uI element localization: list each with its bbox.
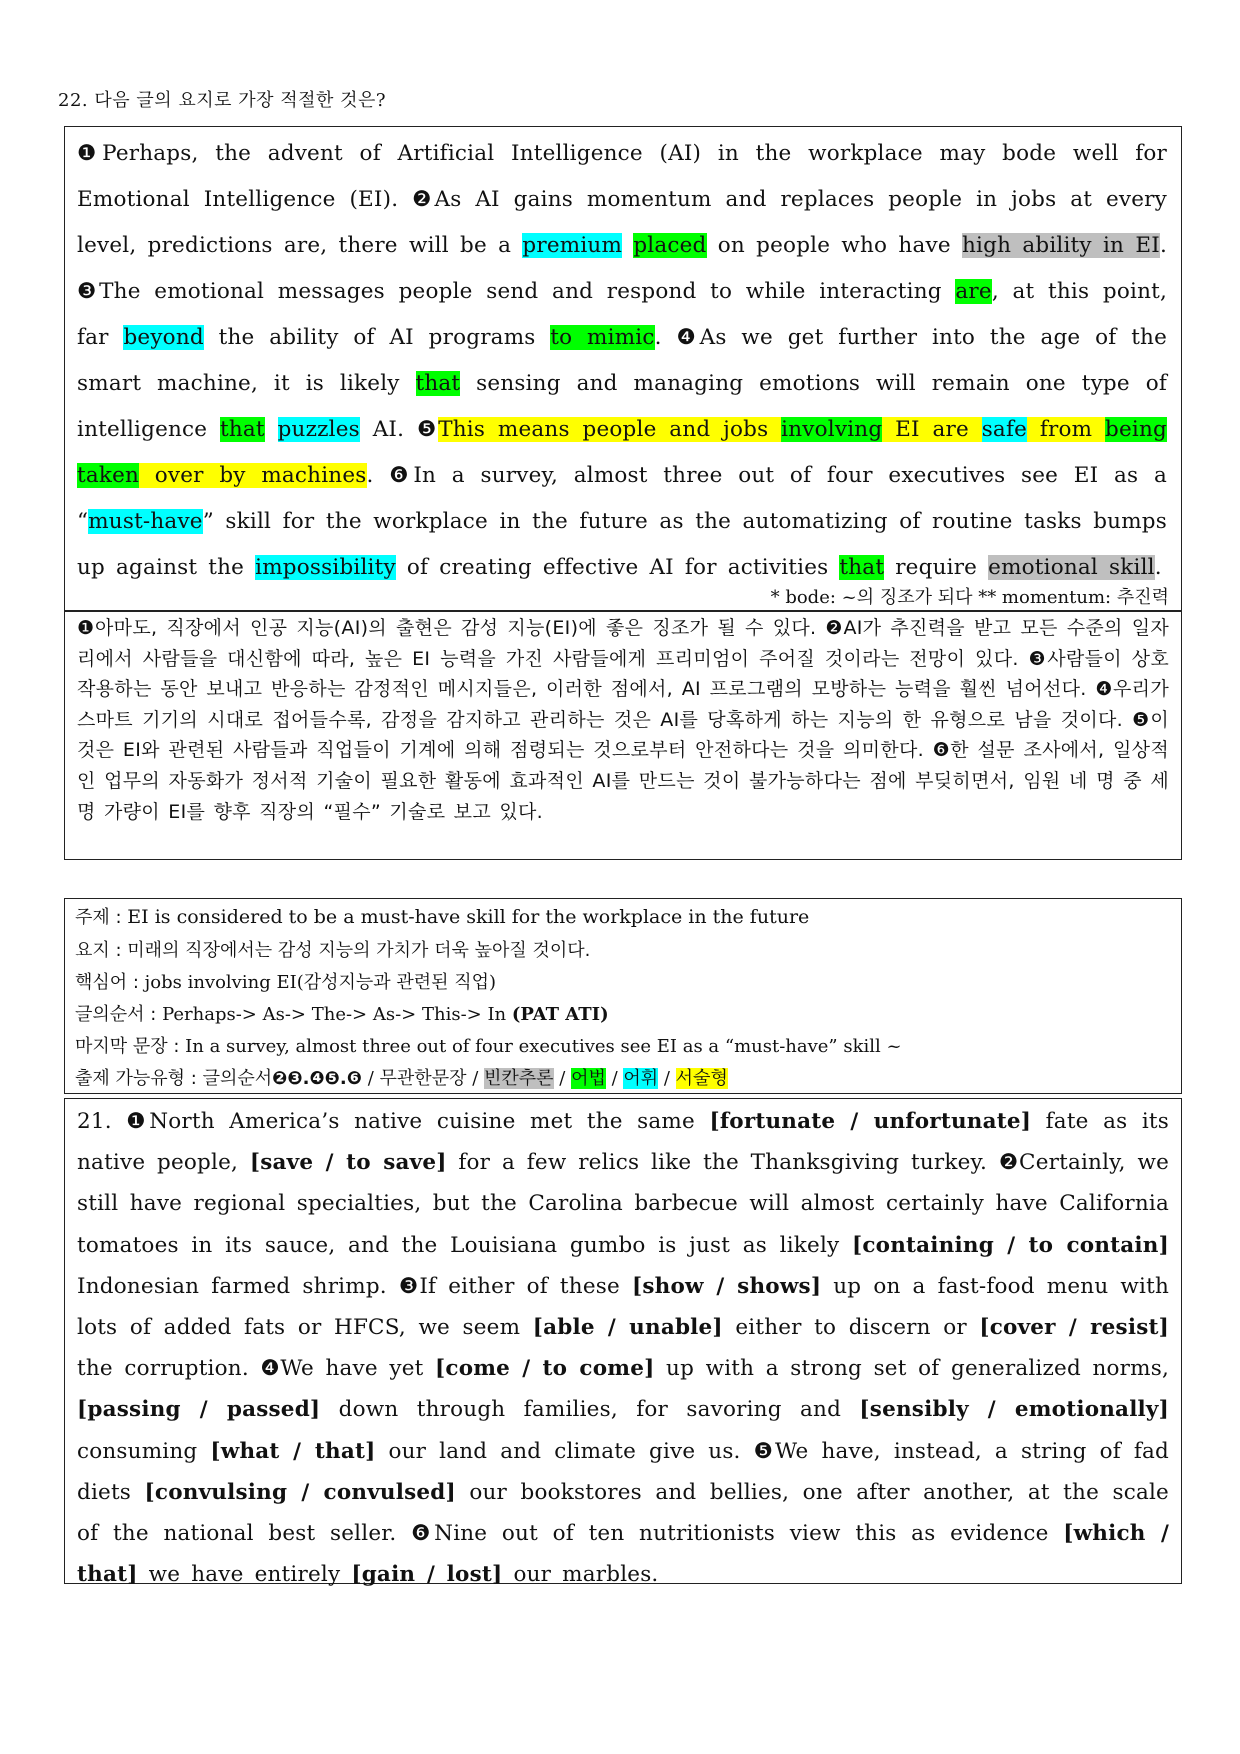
highlighted-phrase: that [220,417,265,442]
topic-value: EI is considered to be a must-have skill for the workplace in the future [127,906,810,928]
text-segment: the ability of AI programs [203,325,551,350]
text-segment: ❶Perhaps, the advent of Artificial Intelligence (AI) in the workplace may bode well for Emotional Intelligence (EI). ❷As AI gains momentum and replaces people in jobs at every level, predictions are, there will be a [77,141,1167,258]
highlighted-phrase: being taken [77,417,1168,488]
highlighted-phrase: beyond [123,325,204,350]
text-segment: consuming [77,1438,211,1464]
text-segment [622,233,633,258]
text-segment: sensing and managing emotions will remain one type of intelligence [77,371,1167,442]
highlighted-phrase: This means people and jobs [438,417,782,442]
highlighted-phrase: over by machines [139,463,367,488]
gist-label: 요지 : [75,939,128,961]
separator: / [553,1067,572,1089]
text-segment: . ❹As we get further into the age of the smart machine, it is likely [77,325,1168,396]
choice-bracket: [gain / lost] [351,1562,503,1588]
question-21-box [64,1098,1182,1588]
text-segment: our land and climate give us. ❺We have, instead, a string of fad diets [77,1438,1169,1505]
question-22-passage-box [64,126,1182,612]
highlighted-phrase: placed [633,233,707,258]
highlighted-phrase: premium [522,233,623,258]
text-segment: up with a strong set of generalized norms, [654,1356,1169,1382]
type-blank: 빈칸추론 [484,1067,554,1089]
gist-value: 미래의 직장에서는 감성 지능의 가치가 더욱 높아질 것이다. [127,939,591,961]
separator: / [362,1067,380,1089]
text-segment: . ❸The emotional messages people send and respond to while interacting [77,233,1167,304]
type-order: 글의순서 [202,1067,273,1089]
order-label: 글의순서 : [75,1003,163,1025]
question-22-title: 22. 다음 글의 요지로 가장 적절한 것은? [58,90,387,111]
choice-bracket: [containing / to contain] [852,1232,1169,1258]
choice-bracket: [which / that] [77,1521,1169,1588]
keyword-value: jobs involving EI(감성지능과 관련된 직업) [144,971,497,993]
text-segment: of creating effective AI for activities [395,555,840,580]
highlighted-phrase: from [1027,417,1106,442]
type-essay: 서술형 [675,1067,728,1089]
question-21-text [77,1101,1169,1595]
text-segment: we have entirely [137,1562,352,1588]
topic-label: 주제 : [75,907,128,928]
highlighted-phrase: are [955,279,992,304]
text-segment: either to discern or [722,1315,980,1341]
highlighted-phrase: must-have [88,509,203,534]
text-segment: Indonesian farmed shrimp. ❸If either of these [77,1273,632,1299]
summary-order [75,999,1171,1031]
text-segment: , at this point, far [77,279,1168,350]
summary-topic [75,901,1171,935]
text-segment: ” skill for the workplace in the future as the automatizing of routine tasks bumps up against the [77,509,1167,580]
highlighted-phrase: involving [781,417,883,442]
type-grammar: 어법 [571,1067,606,1089]
type-irrelevant: 무관한문장 [379,1067,467,1089]
last-value: In a survey, almost three out of four executives see EI as a “must-have” skill ~ [185,1035,902,1057]
types-label: 출제 가능유형 : [75,1067,203,1089]
separator: / [658,1067,676,1089]
choice-bracket: [passing / passed] [77,1397,321,1423]
translation-box [64,610,1182,860]
choice-bracket: [cover / resist] [979,1315,1169,1341]
type-order-marks: ❷❸.❹❺.❻ [272,1067,363,1089]
text-segment: fate as its native people, [77,1109,1169,1176]
highlighted-phrase: puzzles [277,417,360,442]
summary-box [64,898,1182,1094]
text-segment: require [884,555,989,580]
text-segment: our bookstores and bellies, one after another, at the scale of the national best seller. ❻Nine out of ten nutritionists view this as evidence [77,1479,1169,1547]
order-code: (PAT ATI) [511,1003,609,1025]
translation-text: ❶아마도, 직장에서 인공 지능(AI)의 출현은 감성 지능(EI)에 좋은 징조가 될 수 있다. ❷AI가 추진력을 받고 모든 수준의 일자리에서 사람들을 대신함에 따라, 높은 EI 능력을 가진 사람들에게 프리미엄이 주어질 것이라는 전망이 있다. ❸사람들이 상호 작용하는 동안 보내고 반응하는 감정적인 메시지들은, 이러한 점에서, AI 프로그램의 모방하는 능력을 훨씬 넘어선다. ❹우리가 스마트 기기의 시대로 접어들수록, 감정을 감지하고 관리하는 것은 AI를 당혹하게 하는 지능의 한 유형으로 남을 것이다. ❺이것은 EI와 관련된 사람들과 직업들이 기계에 의해 점령되는 것으로부터 안전하다는 것을 의미한다. ❻한 설문 조사에서, 일상적인 업무의 자동화가 정서적 기술이 필요한 활동에 효과적인 AI를 만드는 것이 불가능하다는 점에 부딪히면서, 임원 네 명 중 세 명 가량이 EI를 향후 직장의 “필수” 기술로 보고 있다. [77,617,1169,823]
text-segment: . [1154,555,1162,580]
text-segment: up on a fast-food menu with lots of added fats or HFCS, we seem [77,1273,1170,1341]
passage-text [77,131,1167,591]
highlighted-phrase: high ability in EI [961,233,1160,258]
choice-bracket: [what / that] [210,1438,376,1464]
summary-keyword [75,967,1171,999]
text-segment: the corruption. ❹We have yet [77,1356,436,1382]
highlighted-phrase: emotional skill [988,555,1155,580]
text-segment: AI. ❺ [359,417,439,442]
text-segment: 21. ❶North America’s native cuisine met the same [77,1109,710,1134]
vocabulary-footnote: * bode: ~의 징조가 되다 ** momentum: 추진력 [770,587,1169,608]
highlighted-phrase: that [839,555,885,580]
summary-question-types [75,1063,1171,1095]
separator: / [605,1067,624,1089]
order-value: Perhaps-> As-> The-> As-> This-> In [162,1003,512,1025]
highlighted-phrase: safe [981,417,1028,442]
choice-bracket: [show / shows] [631,1273,822,1299]
text-segment: our marbles. [502,1562,659,1588]
choice-bracket: [fortunate / unfortunate] [709,1109,1032,1134]
highlighted-phrase: that [415,371,461,396]
summary-gist [75,935,1171,967]
summary-last-sentence [75,1031,1171,1063]
separator: / [466,1067,484,1089]
keyword-label: 핵심어 : [75,971,145,993]
type-vocab: 어휘 [623,1067,659,1089]
text-segment: down through families, for savoring and [320,1397,860,1423]
text-segment: on people who have [706,233,962,258]
choice-bracket: [come / to come] [435,1356,655,1382]
text-segment [265,417,278,442]
text-segment: . ❻In a survey, almost three out of four executives see EI as a “ [77,463,1167,534]
highlighted-phrase: impossibility [255,555,396,580]
last-label: 마지막 문장 : [75,1035,186,1057]
choice-bracket: [able / unable] [532,1315,723,1341]
text-segment: for a few relics like the Thanksgiving turkey. ❷Certainly, we still have regional specialties, but the Carolina barbecue will almost certainly have California tomatoes in its sauce, and the Louisiana gumbo is just as likely [77,1150,1169,1258]
choice-bracket: [save / to save] [249,1150,447,1176]
choice-bracket: [convulsing / convulsed] [144,1479,456,1505]
highlighted-phrase: to mimic [550,325,655,350]
choice-bracket: [sensibly / emotionally] [859,1397,1169,1423]
highlighted-phrase: EI are [882,417,982,442]
